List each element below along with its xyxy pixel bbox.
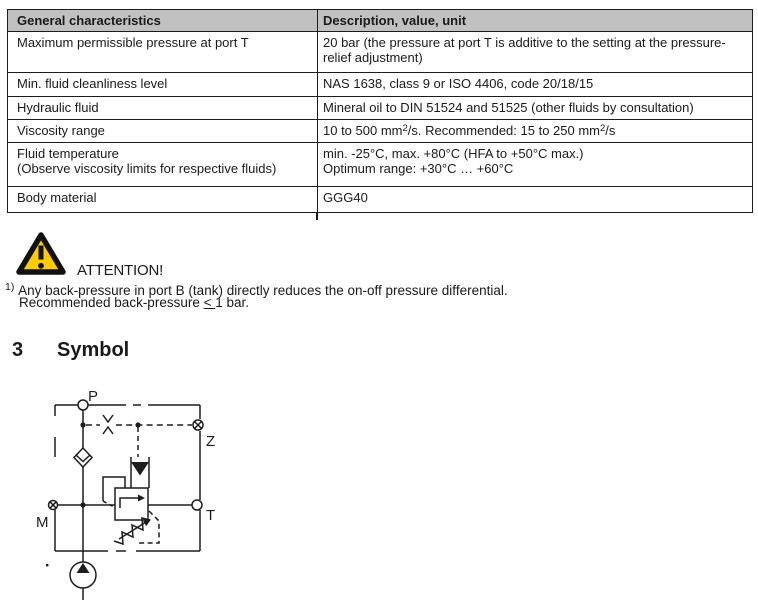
characteristic-cell: Min. fluid cleanliness level (8, 73, 318, 97)
characteristic-cell: Body material (8, 187, 318, 213)
table-row (8, 187, 753, 213)
table-header-row (8, 10, 753, 32)
value-cell: GGG40 (318, 187, 753, 213)
footnote-text-2-prefix: Recommended back-pressure (19, 295, 204, 310)
section-number: 3 (12, 339, 24, 361)
orifice-icon (103, 415, 113, 434)
footnote-text-1: Any back-pressure in port B (tank) directly reduces the on-off pressure differential. (18, 283, 508, 298)
section-heading (12, 339, 129, 362)
junction-dot (80, 422, 85, 427)
table-row (8, 73, 753, 97)
hydraulic-symbol-diagram (0, 380, 758, 600)
attention-title: ATTENTION! (77, 262, 164, 279)
characteristic-cell: Fluid temperature (Observe viscosity limits for respective fluids) (8, 143, 318, 187)
port-p-circle (78, 400, 88, 410)
pilot-arrow-icon (131, 462, 149, 476)
general-characteristics-table (7, 9, 753, 213)
footnote-marker: 1) (5, 281, 15, 293)
table-row (8, 32, 753, 73)
dashdot-speck (46, 564, 48, 566)
value-cell: Mineral oil to DIN 51524 and 51525 (other fluids by consultation) (318, 97, 753, 120)
junction-dot (80, 502, 85, 507)
characteristic-cell: Hydraulic fluid (8, 97, 318, 120)
junction-dot (135, 422, 140, 427)
characteristic-cell: Maximum permissible pressure at port T (8, 32, 318, 73)
port-label-m: M (36, 514, 49, 531)
warning-icon (16, 231, 66, 277)
table-row (8, 97, 753, 120)
table-row (8, 143, 753, 187)
value-cell: NAS 1638, class 9 or ISO 4406, code 20/18/15 (318, 73, 753, 97)
section-title: Symbol (57, 339, 130, 361)
exclamation-dot (38, 263, 44, 269)
less-equal-sign: < (203, 295, 216, 310)
characteristic-cell: Viscosity range (8, 120, 318, 143)
value-cell: 20 bar (the pressure at port T is additive to the setting at the pressure-relief adjustment) (318, 32, 753, 73)
port-label-p: P (88, 388, 99, 405)
port-label-z: Z (206, 433, 216, 450)
footnote-line-2 (19, 296, 249, 310)
check-valve-icon (74, 448, 92, 467)
port-t-circle (192, 500, 202, 510)
table-column-divider-tick (316, 212, 318, 220)
table-header-general: General characteristics (8, 10, 318, 32)
value-cell: min. -25°C, max. +80°C (HFA to +50°C max.) Optimum range: +30°C … +60°C (318, 143, 753, 187)
footnote-text-2-suffix: 1 bar. (215, 295, 250, 310)
valve-pilot-passage-dashed (103, 501, 114, 507)
value-cell: 10 to 500 $mm^2/s$. Recommended: 15 to 250 $mm^2/s$ (318, 120, 753, 143)
port-label-t: T (206, 507, 216, 524)
table-row (8, 120, 753, 143)
table-header-description: Description, value, unit (318, 10, 753, 32)
